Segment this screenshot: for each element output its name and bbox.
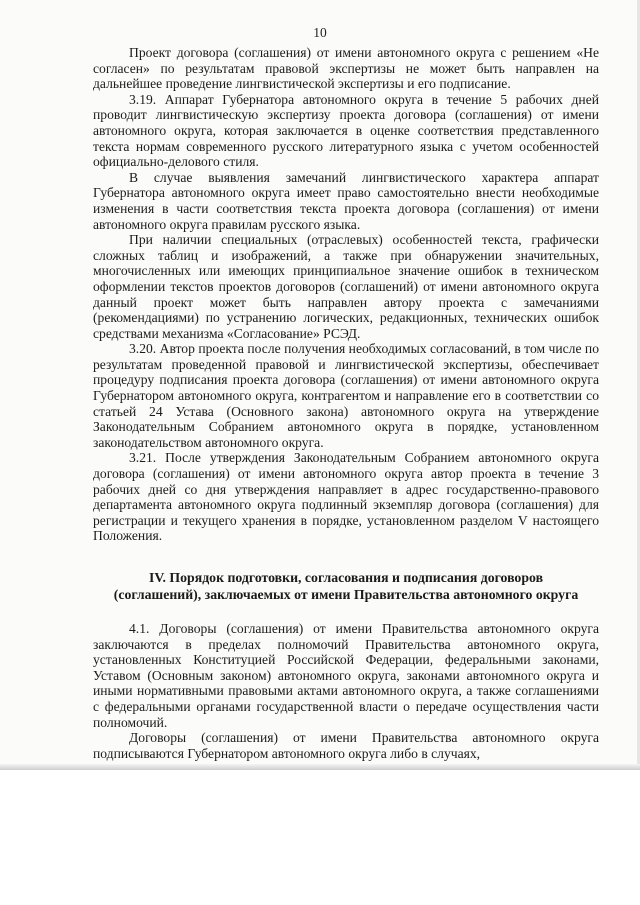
paragraph-4-1: 4.1. Договоры (соглашения) от имени Правительства автономного округа заключаются в пределах полномочий Правительства автономного округа, установленных Конституцией Российской Федерации, федеральными законами, Уставом (Основным законом) автономного округа, законами автономного округа и иными нормативными правовыми актами автономного округа, а также соглашениями с федеральными органами государственной власти о передаче осуществления части полномочий. xyxy=(93,621,599,730)
paragraph-signing: Договоры (соглашения) от имени Правительства автономного округа подписываются Губернатором автономного округа либо в случаях, xyxy=(93,730,599,761)
paragraph-3-19: 3.19. Аппарат Губернатора автономного округа в течение 5 рабочих дней проводит лингвистическую экспертизу проекта договора (соглашения) от имени автономного округа, которая заключается в оценке соответствия представленного текста нормам современного русского литературного языка с учетом особенностей официально-делового стиля. xyxy=(93,91,599,170)
document-body xyxy=(93,45,599,761)
paragraph-special-features: При наличии специальных (отраслевых) особенностей текста, графически сложных таблиц и изображений, а также при обнаружении значительных, многочисленных или имеющих принципиальное значение ошибок в техническом оформлении текстов проектов договоров (соглашений) от имени автономного округа данный проект может быть направлен автору проекта с замечаниями (рекомендациями) по устранению логических, редакционных, технических ошибок средствами механизма «Согласование» РСЭД. xyxy=(93,232,599,341)
section-heading-iv xyxy=(93,570,599,603)
section-heading-line-1: IV. Порядок подготовки, согласования и подписания договоров xyxy=(148,570,544,585)
paragraph-3-20: 3.20. Автор проекта после получения необходимых согласований, в том числе по результатам проведенной правовой и лингвистической экспертизы, обеспечивает процедуру подписания проекта договора (соглашения) от имени автономного округа Губернатором автономного округа, контрагентом и направление его в соответствии со статьей 24 Устава (Основного закона) автономного округа на утверждение Законодательным Собранием автономного округа в порядке, установленном законодательством автономного округа. xyxy=(93,341,599,450)
page-number: 10 xyxy=(313,25,327,40)
paragraph-linguistic-remarks: В случае выявления замечаний лингвистического характера аппарат Губернатора автономного округа имеет право самостоятельно внести необходимые изменения в части соответствия текста проекта договора (соглашения) от имени автономного округа правилам русского языка. xyxy=(93,169,599,232)
section-heading-line-2: (соглашений), заключаемых от имени Правительства автономного округа xyxy=(113,586,579,602)
paragraph-3-21: 3.21. После утверждения Законодательным Собранием автономного округа договора (соглашения) от имени автономного округа автор проекта в течение 3 рабочих дней со дня утверждения направляет в адрес государственно-правового департамента автономного округа подлинный экземпляр договора (соглашения) для регистрации и текущего хранения в порядке, установленном разделом V настоящего Положения. xyxy=(93,450,599,544)
paragraph-not-agreed: Проект договора (соглашения) от имени автономного округа с решением «Не согласен» по результатам правовой экспертизы не может быть направлен на дальнейшее проведение лингвистической экспертизы и его подписание. xyxy=(93,45,599,92)
